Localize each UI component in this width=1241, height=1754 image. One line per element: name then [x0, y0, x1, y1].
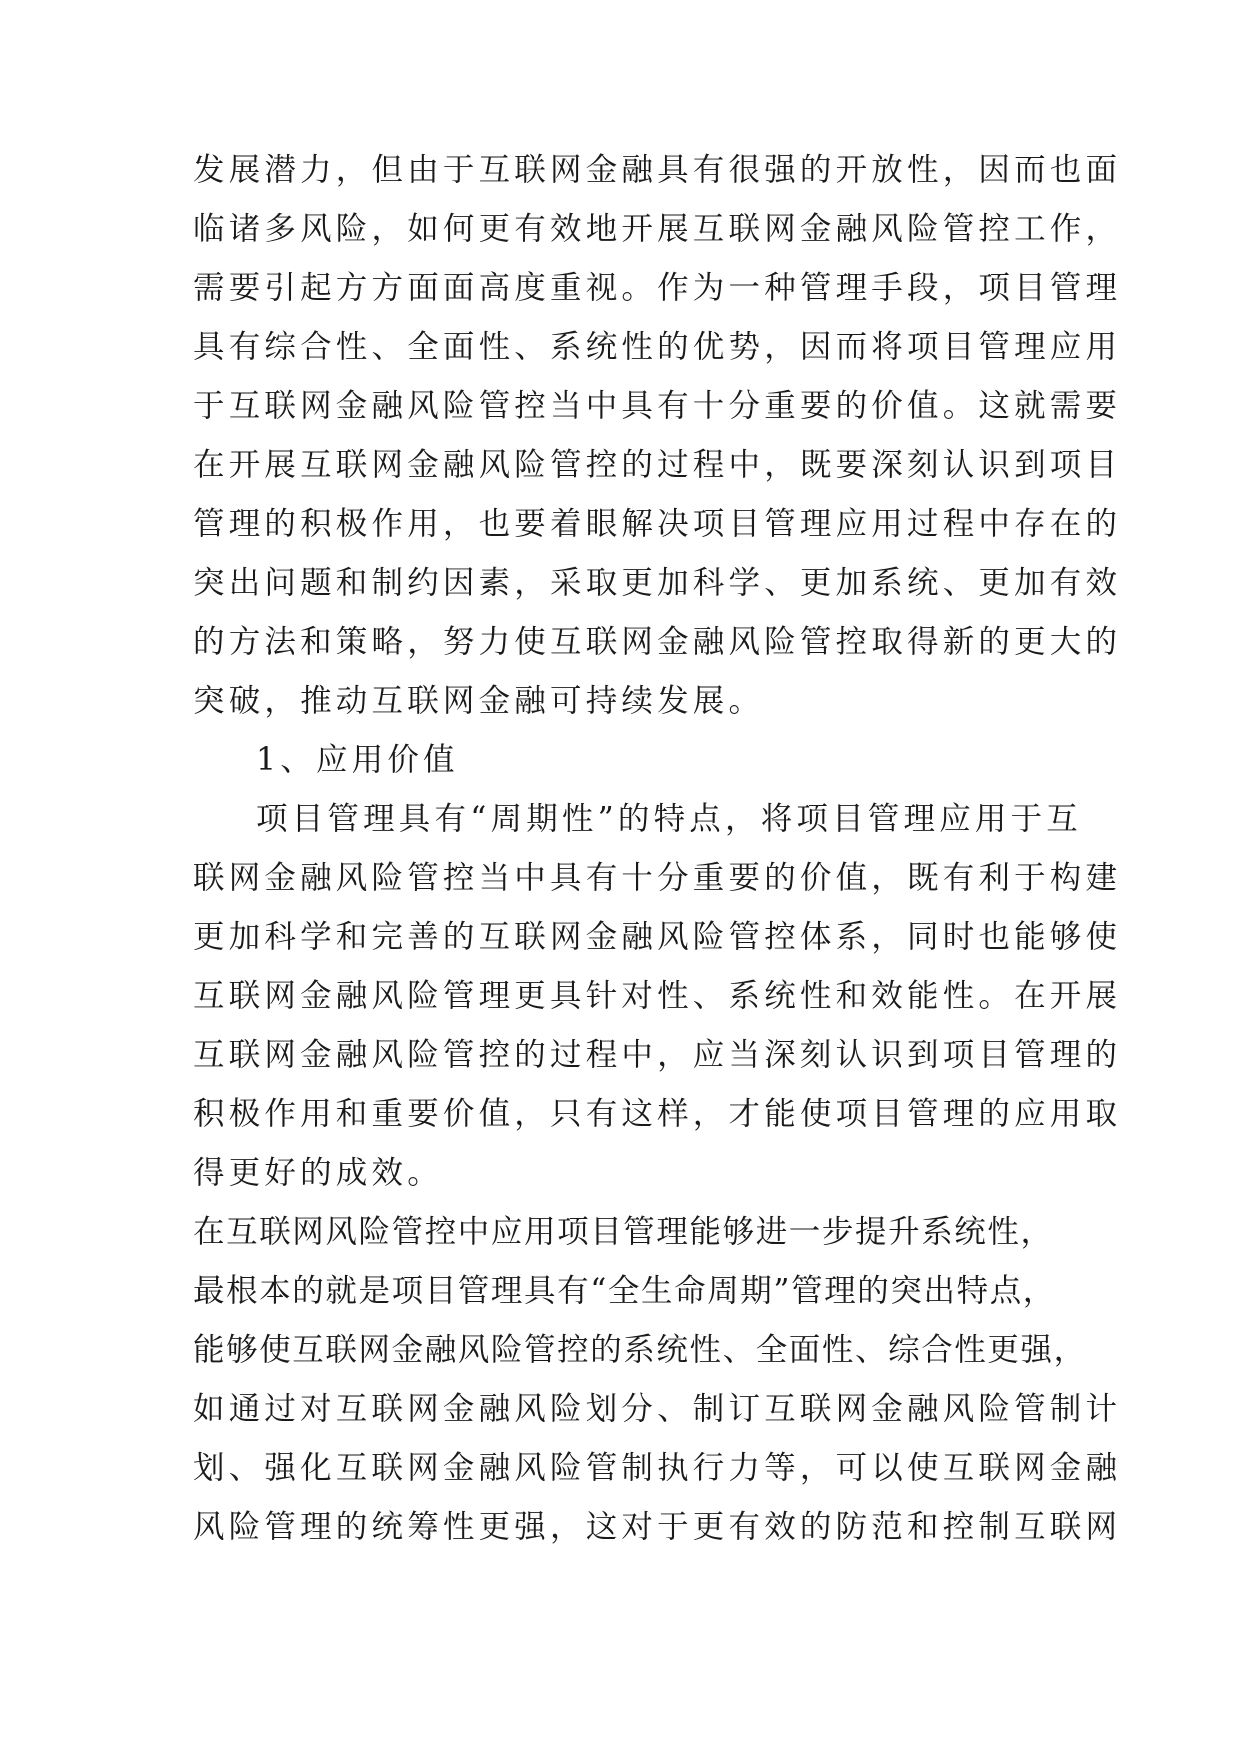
paragraph-line: 在开展互联网金融风险管控的过程中，既要深刻认识到项目 [193, 447, 1122, 483]
paragraph-line: 项目管理具有“周期性”的特点，将项目管理应用于互 [256, 801, 1083, 837]
paragraph-line: 需要引起方方面面高度重视。作为一种管理手段，项目管理 [193, 270, 1122, 306]
paragraph-line: 如通过对互联网金融风险划分、制订互联网金融风险管制计 [193, 1391, 1122, 1427]
paragraph-line: 的方法和策略，努力使互联网金融风险管控取得新的更大的 [193, 624, 1122, 660]
paragraph-line: 具有综合性、全面性、系统性的优势，因而将项目管理应用 [193, 329, 1122, 365]
paragraph-line: 划、强化互联网金融风险管制执行力等，可以使互联网金融 [193, 1450, 1122, 1486]
paragraph-line: 突出问题和制约因素，采取更加科学、更加系统、更加有效 [193, 565, 1122, 601]
paragraph-line: 管理的积极作用，也要着眼解决项目管理应用过程中存在的 [193, 506, 1122, 542]
paragraph-line: 联网金融风险管控当中具有十分重要的价值，既有利于构建 [193, 860, 1122, 896]
paragraph-line: 突破，推动互联网金融可持续发展。 [193, 683, 765, 719]
paragraph-line: 于互联网金融风险管控当中具有十分重要的价值。这就需要 [193, 388, 1122, 424]
paragraph-line: 最根本的就是项目管理具有“全生命周期”管理的突出特点， [193, 1273, 1056, 1309]
paragraph-line: 风险管理的统筹性更强，这对于更有效的防范和控制互联网 [193, 1509, 1122, 1545]
paragraph-line: 能够使互联网金融风险管控的系统性、全面性、综合性更强， [193, 1332, 1087, 1368]
paragraph-line: 临诸多风险，如何更有效地开展互联网金融风险管控工作， [193, 211, 1122, 247]
paragraph-line: 积极作用和重要价值，只有这样，才能使项目管理的应用取 [193, 1096, 1122, 1132]
paragraph-line: 得更好的成效。 [193, 1155, 443, 1191]
section-heading: 1、应用价值 [256, 742, 459, 778]
paragraph-line: 在互联网风险管控中应用项目管理能够进一步提升系统性， [193, 1214, 1054, 1250]
paragraph-line: 互联网金融风险管理更具针对性、系统性和效能性。在开展 [193, 978, 1122, 1014]
paragraph-line: 更加科学和完善的互联网金融风险管控体系，同时也能够使 [193, 919, 1122, 955]
paragraph-line: 互联网金融风险管控的过程中，应当深刻认识到项目管理的 [193, 1037, 1122, 1073]
paragraph-line: 发展潜力，但由于互联网金融具有很强的开放性，因而也面 [193, 152, 1122, 188]
